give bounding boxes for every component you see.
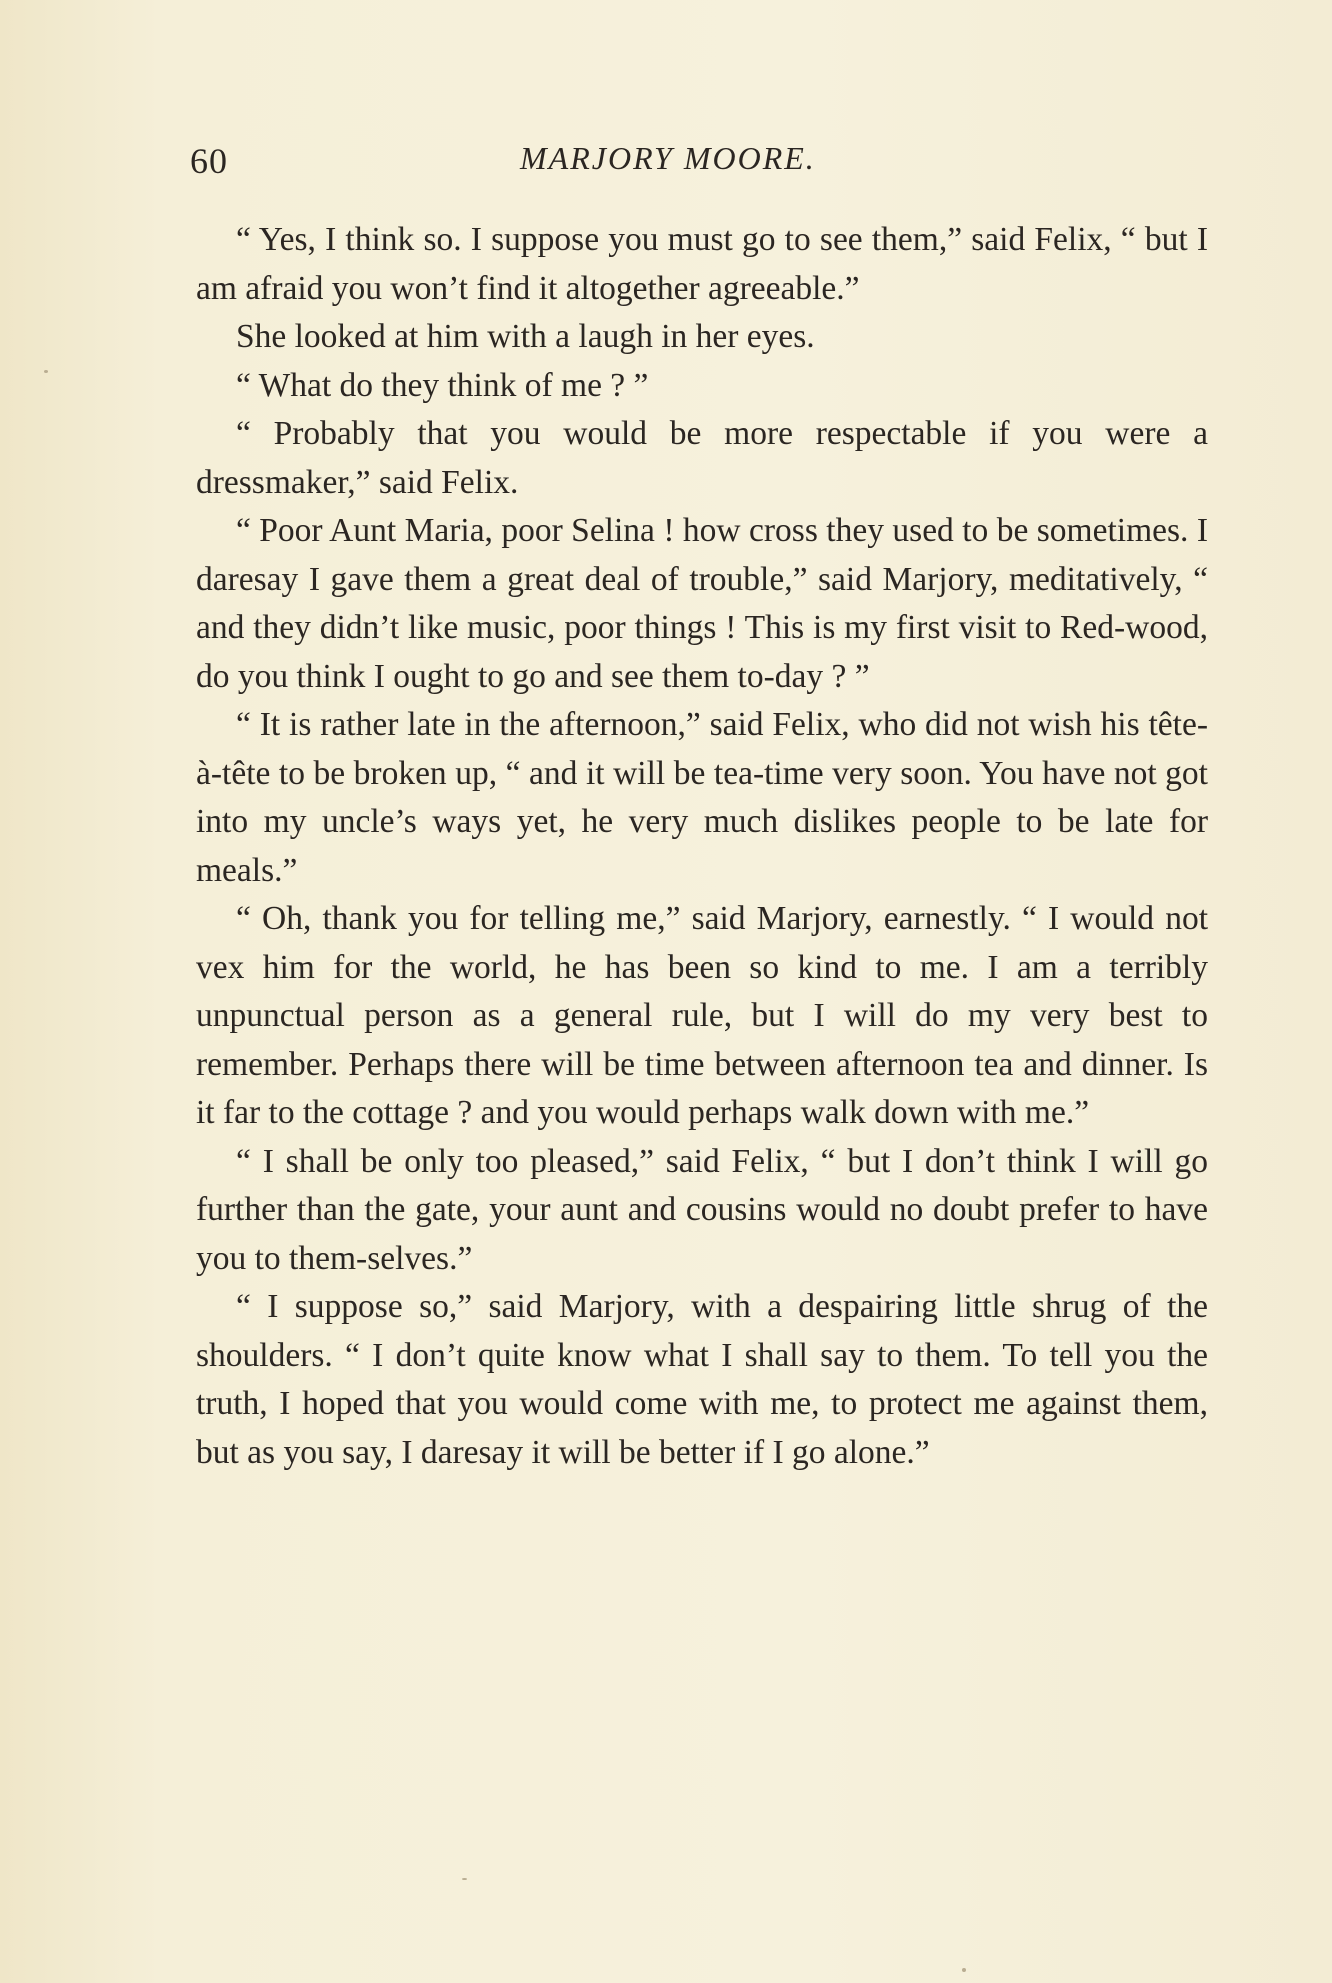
paper-speck [44,370,48,373]
paragraph: “ Yes, I think so. I suppose you must go to see them,” said Felix, “ but I am afraid you won’t find it altogether agreeable.” [196,221,1208,307]
book-title: MARJORY MOORE. [520,140,816,176]
paragraph: “ It is rather late in the afternoon,” said Felix, who did not wish his tête-à-tête to be broken up, “ and it will be tea-time very soon. You have not got into my uncle’s ways yet, he very much dislikes people to be late for meals.” [196,706,1208,889]
paragraph: “ What do they think of me ? ” [236,366,649,404]
paragraph: “ Poor Aunt Maria, poor Selina ! how cross they used to be sometimes. I daresay I gave them a great deal of trouble,” said Marjory, meditatively, “ and they didn’t like music, poor things ! This is my first visit to Red-wood, do you think I ought to go and see them to-day ? ” [196,512,1208,695]
paper-speck [962,1968,966,1972]
page-number: 60 [190,141,228,181]
paragraph: She looked at him with a laugh in her eyes. [236,318,815,355]
paragraph: “ I suppose so,” said Marjory, with a despairing little shrug of the shoulders. “ I don’t quite know what I shall say to them. To tell you the truth, I hoped that you would come with me, to protect me against them, but as you say, I daresay it will be better if I go alone.” [196,1288,1208,1471]
body-text [196,216,1208,1477]
paragraph: “ I shall be only too pleased,” said Felix, “ but I don’t think I will go further than the gate, your aunt and cousins would no doubt prefer to have you to them-selves.” [196,1142,1208,1277]
paper-speck [462,1878,467,1880]
paragraph: “ Probably that you would be more respectable if you were a dressmaker,” said Felix. [196,415,1208,501]
running-head [190,140,1210,192]
paragraph: “ Oh, thank you for telling me,” said Marjory, earnestly. “ I would not vex him for the world, he has been so kind to me. I am a terribly unpunctual person as a general rule, but I will do my very best to remember. Perhaps there will be time between afternoon tea and dinner. Is it far to the cottage ? and you would perhaps walk down with me.” [196,900,1208,1131]
